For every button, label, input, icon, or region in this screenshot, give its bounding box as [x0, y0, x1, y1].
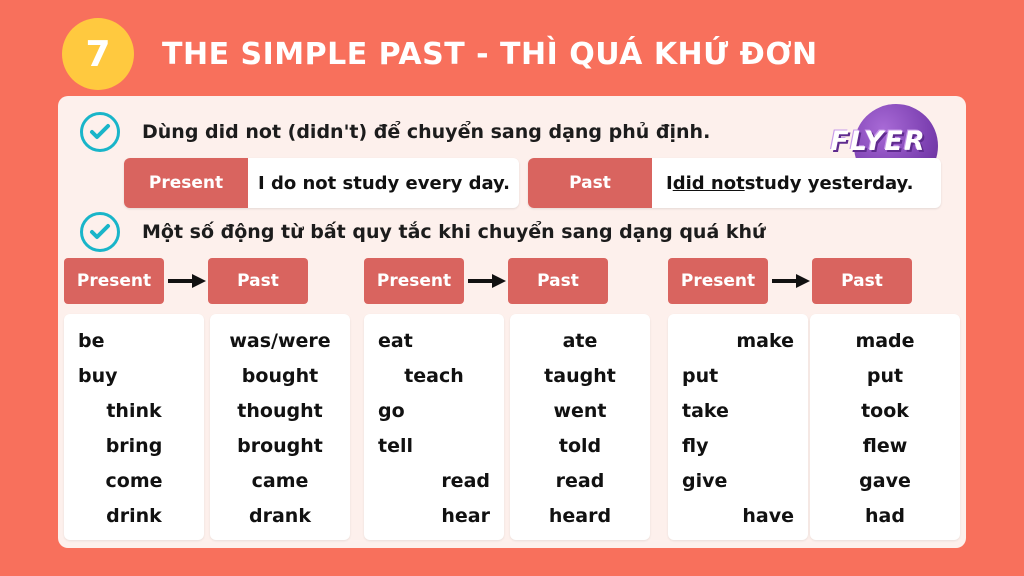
example-sentence-past-underline: did not: [672, 172, 745, 194]
verb-item: had: [865, 505, 905, 527]
check-circle-icon-2: [80, 212, 120, 252]
group-3-present-label: Present: [668, 258, 768, 304]
verb-item: gave: [859, 470, 911, 492]
slide-number-badge: 7: [62, 18, 134, 90]
verb-item: taught: [544, 365, 616, 387]
tag-present: Present: [124, 158, 248, 208]
rule-text-1: Dùng did not (didn't) để chuyển sang dạng phủ định.: [142, 121, 711, 143]
verb-item: come: [105, 470, 163, 492]
verb-item: took: [861, 400, 909, 422]
logo-wordmark: FLYER: [830, 126, 926, 157]
verb-item: drank: [249, 505, 311, 527]
verb-item: put: [682, 365, 719, 387]
verb-item: be: [78, 330, 105, 352]
verb-item: give: [682, 470, 728, 492]
arrow-right-icon-3: [768, 273, 812, 289]
group-3-past-label: Past: [812, 258, 912, 304]
header: [62, 18, 984, 90]
verb-item: was/were: [229, 330, 331, 352]
verb-column-2: [210, 314, 350, 540]
verb-item: bring: [105, 435, 163, 457]
verb-item: heard: [548, 505, 612, 527]
verb-item: brought: [237, 435, 323, 457]
example-box-present: [124, 158, 519, 208]
verb-item: drink: [106, 505, 162, 527]
verb-column-4: [510, 314, 650, 540]
verb-item: put: [866, 365, 904, 387]
verb-item: teach: [404, 365, 464, 387]
arrow-right-icon-1: [164, 273, 208, 289]
verb-item: tell: [378, 435, 413, 457]
verb-item: go: [378, 400, 405, 422]
verb-item: flew: [862, 435, 908, 457]
verb-item: read: [555, 470, 605, 492]
rule-text-2: Một số động từ bất quy tắc khi chuyển sang dạng quá khứ: [142, 221, 766, 243]
group-2-past-label: Past: [508, 258, 608, 304]
rule-row-1: [80, 112, 710, 152]
verb-item: told: [558, 435, 602, 457]
group-2-present-label: Present: [364, 258, 464, 304]
group-1-past-label: Past: [208, 258, 308, 304]
example-sentence-present: [248, 158, 510, 208]
verb-column-6: [810, 314, 960, 540]
verb-item: eat: [378, 330, 413, 352]
verb-item: made: [855, 330, 915, 352]
verb-column-5: [668, 314, 808, 540]
verb-item: buy: [78, 365, 118, 387]
verb-item: think: [106, 400, 162, 422]
verb-item: make: [736, 330, 794, 352]
verb-item: take: [682, 400, 729, 422]
example-sentence-past: [652, 158, 913, 208]
check-circle-icon: [80, 112, 120, 152]
page-title: THE SIMPLE PAST - THÌ QUÁ KHỨ ĐƠN: [162, 36, 818, 72]
group-header-2: [364, 258, 608, 304]
arrow-right-icon-2: [464, 273, 508, 289]
group-header-1: [64, 258, 308, 304]
verb-item: fly: [682, 435, 709, 457]
verb-column-3: [364, 314, 504, 540]
rule-row-2: [80, 212, 766, 252]
verb-column-1: [64, 314, 204, 540]
tag-past: Past: [528, 158, 652, 208]
group-header-3: [668, 258, 912, 304]
verb-item: thought: [237, 400, 323, 422]
content-card: [58, 96, 966, 548]
verb-item: ate: [562, 330, 598, 352]
verb-item: went: [553, 400, 607, 422]
example-sentence-past-pre: I: [666, 172, 673, 194]
verb-item: hear: [441, 505, 490, 527]
verb-item: bought: [241, 365, 319, 387]
verb-item: came: [251, 470, 309, 492]
verb-item: have: [742, 505, 794, 527]
group-1-present-label: Present: [64, 258, 164, 304]
example-box-past: [528, 158, 941, 208]
example-sentence-past-post: study yesterday.: [744, 172, 914, 194]
verb-item: read: [441, 470, 490, 492]
example-sentence-present-text: I do not study every day.: [258, 172, 510, 194]
